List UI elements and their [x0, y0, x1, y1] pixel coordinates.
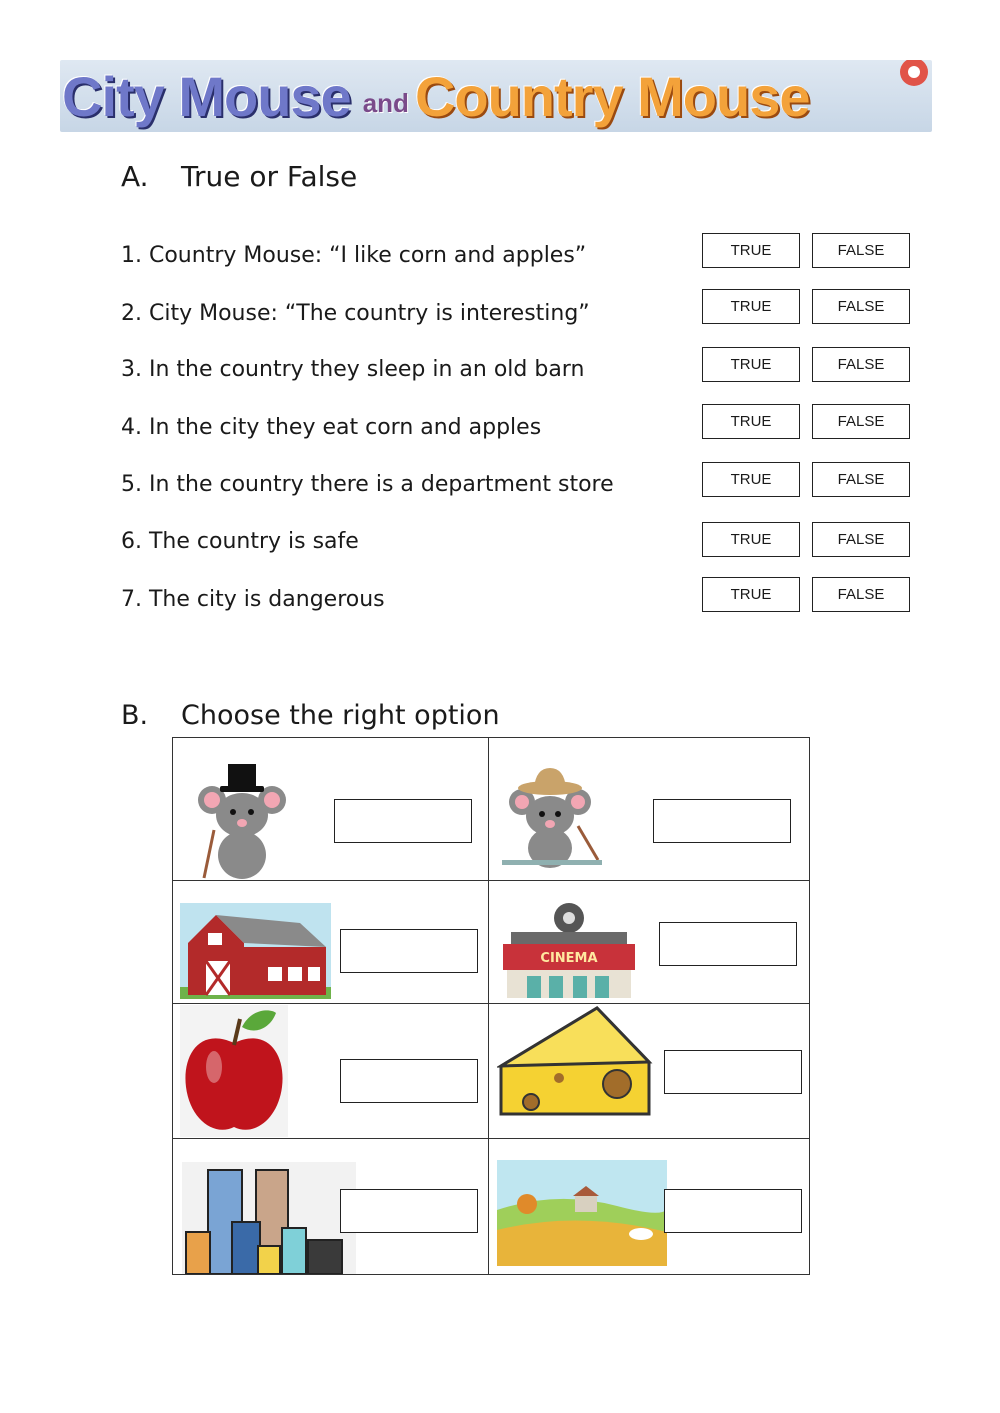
cheese-icon [497, 1006, 657, 1118]
tf-row-2 [121, 289, 921, 329]
answer-input-cheese[interactable] [664, 1050, 802, 1094]
false-button[interactable]: FALSE [812, 233, 910, 268]
tf-row-3 [121, 347, 921, 387]
tf-statement: 2. City Mouse: “The country is interesting” [121, 301, 590, 326]
true-button[interactable]: TRUE [702, 404, 800, 439]
barn-icon [180, 903, 331, 999]
false-button[interactable]: FALSE [812, 289, 910, 324]
false-button[interactable]: FALSE [812, 347, 910, 382]
tf-row-4 [121, 404, 921, 444]
cinema-icon [497, 902, 641, 1000]
banner-city-mouse: City Mouse [62, 64, 351, 128]
section-b-heading: Choose the right option [181, 700, 500, 731]
true-button[interactable]: TRUE [702, 577, 800, 612]
tf-statement: 4. In the city they eat corn and apples [121, 415, 542, 440]
banner-decoration-icon [852, 60, 932, 132]
true-button[interactable]: TRUE [702, 462, 800, 497]
tf-statement: 5. In the country there is a department store [121, 472, 614, 497]
answer-input-cinema[interactable] [659, 922, 797, 966]
grid-divider [488, 737, 489, 1275]
cinema-sign: CINEMA [540, 951, 598, 966]
city-skyline-icon [182, 1162, 356, 1274]
answer-input-countryside[interactable] [664, 1189, 802, 1233]
apple-icon [180, 1005, 288, 1137]
tf-statement: 7. The city is dangerous [121, 587, 385, 612]
grid-divider [172, 1138, 810, 1139]
country-mouse-icon [500, 760, 604, 870]
grid-divider [172, 1003, 810, 1004]
title-banner [60, 60, 932, 132]
tf-row-6 [121, 522, 921, 562]
false-button[interactable]: FALSE [812, 404, 910, 439]
grid-divider [172, 880, 810, 881]
banner-country-mouse: Country Mouse [414, 64, 810, 128]
answer-input-apple[interactable] [340, 1059, 478, 1103]
tf-row-1 [121, 233, 921, 273]
answer-input-city-mouse[interactable] [334, 799, 472, 843]
tf-statement: 3. In the country they sleep in an old barn [121, 357, 585, 382]
true-button[interactable]: TRUE [702, 289, 800, 324]
section-a-heading: True or False [181, 160, 358, 193]
banner-and: and [362, 87, 409, 118]
section-b-title [121, 700, 500, 731]
answer-input-city[interactable] [340, 1189, 478, 1233]
true-button[interactable]: TRUE [702, 347, 800, 382]
section-a-title [121, 160, 357, 193]
true-button[interactable]: TRUE [702, 522, 800, 557]
true-button[interactable]: TRUE [702, 233, 800, 268]
section-a-letter: A. [121, 160, 149, 193]
false-button[interactable]: FALSE [812, 462, 910, 497]
tf-row-7 [121, 577, 921, 617]
answer-input-country-mouse[interactable] [653, 799, 791, 843]
section-b-letter: B. [121, 700, 149, 731]
false-button[interactable]: FALSE [812, 577, 910, 612]
banner-title [60, 60, 932, 132]
tf-statement: 6. The country is safe [121, 529, 359, 554]
tf-statement: 1. Country Mouse: “I like corn and apples” [121, 243, 587, 268]
countryside-icon [497, 1160, 667, 1266]
city-mouse-icon [192, 760, 292, 880]
answer-input-barn[interactable] [340, 929, 478, 973]
tf-row-5 [121, 462, 921, 502]
false-button[interactable]: FALSE [812, 522, 910, 557]
